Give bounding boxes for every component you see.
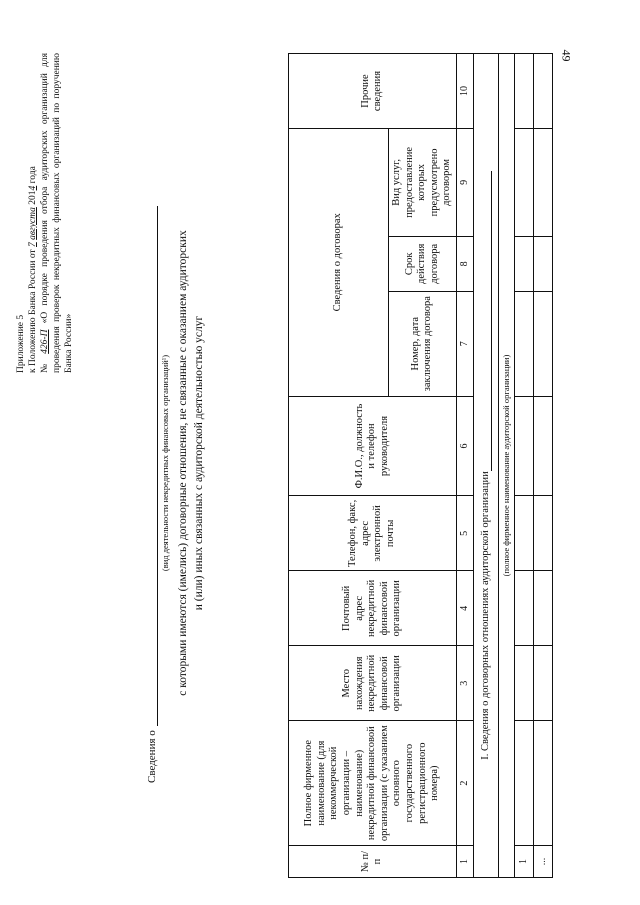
table-cell [514, 291, 533, 396]
appendix-regulation-line [28, 53, 40, 373]
table-row [514, 54, 533, 878]
appendix-month: августа [27, 207, 38, 240]
table-cell [533, 54, 552, 129]
column-number: 10 [456, 54, 473, 129]
row-number: 1 [514, 846, 533, 878]
header-contracts-group: Сведения о договорах [289, 128, 389, 396]
column-number: 8 [456, 236, 473, 291]
table-cell [533, 236, 552, 291]
column-number: 6 [456, 396, 473, 496]
column-number: 3 [456, 646, 473, 721]
appendix-year-prefix: 201 [27, 190, 38, 205]
column-number: 5 [456, 496, 473, 571]
appendix-regulation-prefix: к Положению Банка России от [27, 249, 38, 373]
table-cell [514, 396, 533, 496]
column-number: 9 [456, 128, 473, 236]
table-cell [514, 236, 533, 291]
title-prefix: Сведения о [146, 730, 158, 783]
section-caption-row [498, 54, 514, 878]
contracts-table [288, 53, 553, 878]
header-location: Место нахождения некредитной финансовой организации [289, 646, 457, 721]
table-cell [533, 128, 552, 236]
page-number: 49 [559, 49, 574, 62]
title-text-line-1: с которыми имеются (имелись) договорные отношения, не связанные с оказанием аудиторских [177, 230, 189, 696]
column-number: 1 [456, 846, 473, 878]
table-cell [533, 496, 552, 571]
table-cell [514, 721, 533, 846]
appendix-regulation-title: «О порядке проведения отбора аудиторских организаций для проведения проверок некредитных финансовых организаций по поручению Банка России» [39, 53, 74, 373]
title-line [146, 143, 158, 783]
section-row [473, 54, 498, 878]
row-number: ... [533, 846, 552, 878]
title-caption: (вид деятельности некредитных финансовых организаций¹) [160, 354, 170, 572]
appendix-header [16, 53, 75, 373]
column-number: 7 [456, 291, 473, 396]
column-numbers-row [456, 54, 473, 878]
table-cell [514, 496, 533, 571]
title-block [146, 143, 207, 783]
section-cell [473, 54, 498, 878]
header-postal-address: Почтовый адрес некредитной финансовой организации [289, 571, 457, 646]
table-cell [533, 646, 552, 721]
appendix-number-line [40, 53, 76, 373]
table-cell [533, 571, 552, 646]
appendix-number: 426-П [39, 329, 50, 354]
section-fill-line [481, 171, 492, 471]
section-title: I. Сведения о договорных отношениях аудиторской организации [479, 471, 491, 760]
table-cell [514, 571, 533, 646]
column-number: 2 [456, 721, 473, 846]
appendix-day: 7 [27, 242, 38, 247]
table-cell [514, 128, 533, 236]
table-row [533, 54, 552, 878]
table-cell [533, 291, 552, 396]
column-number: 4 [456, 571, 473, 646]
header-service-type: Вид услуг, предоставление которых предусмотрено договором [389, 128, 457, 236]
fill-in-line [147, 206, 158, 726]
appendix-number-sign: № [39, 360, 50, 373]
header-number: № п/п [289, 846, 457, 878]
header-full-name: Полное фирменное наименование (для некоммерческой организации – наименование) некредитной финансовой организации (с указанием основного государственного регистрационного номера) [289, 721, 457, 846]
header-contacts: Телефон, факс, адрес электронной почты [289, 496, 457, 571]
appendix-year-suffix: года [27, 166, 38, 184]
title-text-line-2: и (или) иных связанных с аудиторской деятельностью услуг [192, 315, 205, 611]
table-cell [514, 646, 533, 721]
rotated-sheet [8, 23, 608, 893]
header-contract-number-date: Номер, дата заключения договора [389, 291, 457, 396]
appendix-title: Приложение 5 [16, 314, 26, 373]
title-text [176, 143, 207, 783]
appendix-year-digit: 4 [27, 185, 38, 191]
table-cell [533, 396, 552, 496]
header-head-info: Ф.И.О., должность и телефон руководителя [289, 396, 457, 496]
header-contract-term: Срок действия договора [389, 236, 457, 291]
header-other-info: Прочие сведения [289, 54, 457, 129]
table-cell [514, 54, 533, 129]
table-cell [533, 721, 552, 846]
section-caption: (полное фирменное наименование аудиторской организации) [498, 54, 514, 878]
